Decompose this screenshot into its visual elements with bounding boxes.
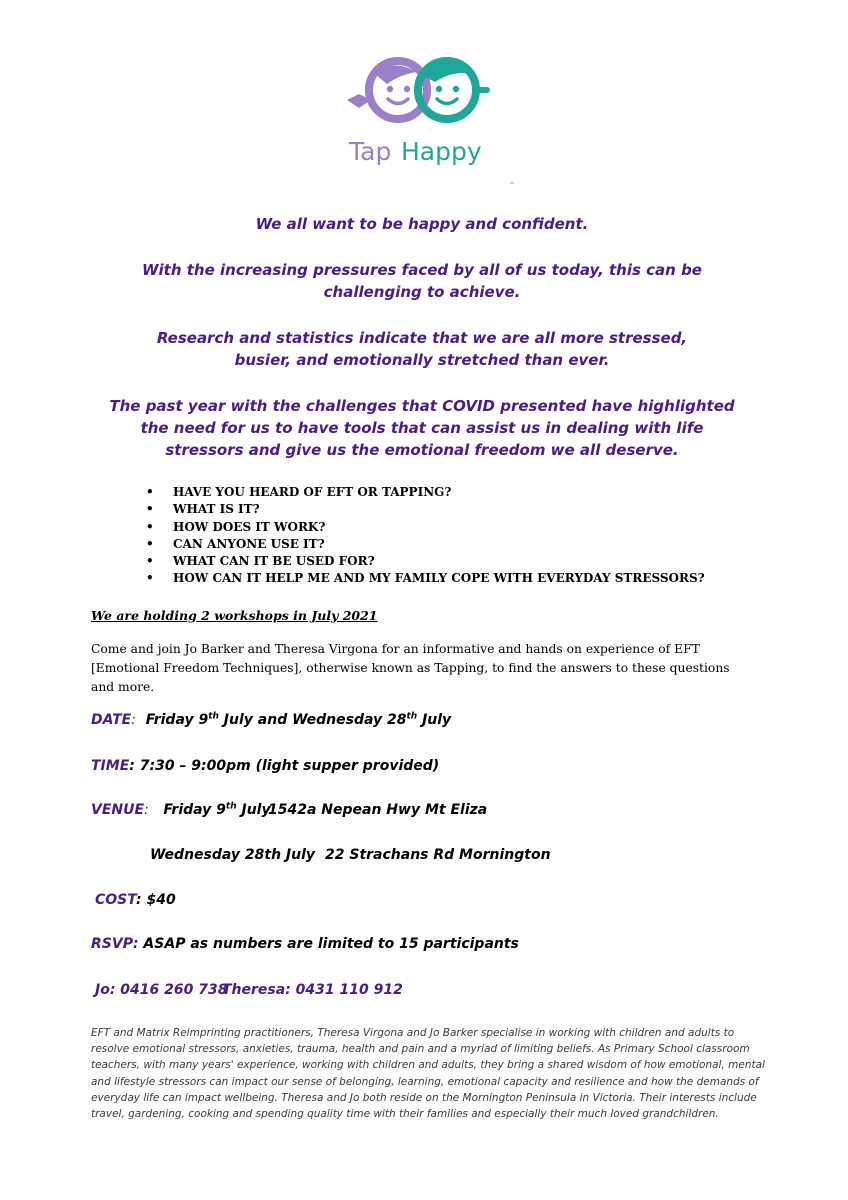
intro-paragraph-4: The past year with the challenges that COVID presented have highlighted the need for us to have tools that can assist us in dealing with life stressors and give us the emotional freedom we all deserve. (109, 397, 735, 459)
intro-paragraph-3: Research and statistics indicate that we are all more stressed, busier, and emotionally stretched than ever. (156, 329, 688, 369)
venue-day-1-sup: th (225, 801, 237, 812)
invite-paragraph: Come and join Jo Barker and Theresa Virgona for an informative and hands on experience of EFT [Emotional Freedom Techniques], otherwise known as Tapping, to find the answers to these questions and more. (91, 642, 730, 694)
time-label: TIME (91, 758, 130, 774)
question-item: • WHAT CAN IT BE USED FOR? (146, 553, 705, 570)
date-line (91, 712, 451, 728)
decorative-dot (510, 182, 514, 184)
intro-paragraph-2: With the increasing pressures faced by all of us today, this can be challenging to achieve. (142, 261, 702, 301)
cost-value: : $40 (136, 892, 176, 908)
date-part-1: Friday 9 (145, 712, 209, 728)
question-item: • WHAT IS IT? (146, 501, 705, 518)
cost-label: COST (95, 892, 137, 908)
tap-happy-logo-graphic (335, 52, 505, 172)
date-separator: : (131, 712, 136, 728)
question-item: • HOW DOES IT WORK? (146, 519, 705, 536)
questions-list (146, 484, 705, 588)
rsvp-value: ASAP as numbers are limited to 15 participants (138, 936, 519, 952)
date-sup-2: th (406, 711, 418, 722)
venue-address-2: 22 Strachans Rd Mornington (325, 847, 551, 863)
cost-line (95, 892, 176, 908)
question-item: • CAN ANYONE USE IT? (146, 536, 705, 553)
time-line (91, 758, 439, 774)
date-label: DATE (91, 712, 132, 728)
contact-theresa: Theresa: 0431 110 912 (222, 982, 403, 998)
venue-separator: : (144, 802, 149, 818)
rsvp-label: RSVP: (91, 936, 139, 952)
venue-day-1-rest: July (236, 802, 271, 818)
venue-label: VENUE (91, 802, 145, 818)
venue-day-2: Wednesday 28th July (150, 847, 316, 863)
date-part-2: July and Wednesday 28 (218, 712, 407, 728)
intro-paragraph-1: We all want to be happy and confident. (255, 215, 589, 233)
date-sup-1: th (208, 711, 219, 722)
contact-jo: Jo: 0416 260 738 (95, 982, 228, 998)
svg-text:Tap: Tap (349, 137, 392, 166)
date-part-3: July (417, 712, 452, 728)
time-value: : 7:30 – 9:00pm (light supper provided) (129, 758, 440, 774)
question-item: • HOW CAN IT HELP ME AND MY FAMILY COPE WITH EVERYDAY STRESSORS? (146, 570, 705, 587)
svg-text:Happy: Happy (401, 137, 482, 166)
question-item: • HAVE YOU HEARD OF EFT OR TAPPING? (146, 484, 705, 501)
venue-address-1: 1542a Nepean Hwy Mt Eliza (268, 802, 488, 818)
rsvp-line (91, 936, 519, 952)
venue-line-1 (91, 802, 271, 818)
workshops-heading: We are holding 2 workshops in July 2021 (91, 608, 378, 623)
practitioners-bio: EFT and Matrix Reimprinting practitioners, Theresa Virgona and Jo Barker specialise in working with children and adults to resolve emotional stressors, anxieties, trauma, health and pain and a myriad of limiting beliefs. As Primary School classroom teachers, with many years' experience, working with children and adults, they bring a shared wisdom of how emotional, mental and lifestyle stressors can impact our sense of belonging, learning, emotional capacity and resilience and how the demands of everyday life can impact wellbeing. Theresa and Jo both reside on the Mornington Peninsula in Victoria. Their interests include travel, gardening, cooking and spending quality time with their families and especially their much loved grandchildren. (91, 1027, 765, 1121)
venue-day-1: Friday 9 (163, 802, 226, 818)
tap-happy-logo (335, 52, 505, 172)
